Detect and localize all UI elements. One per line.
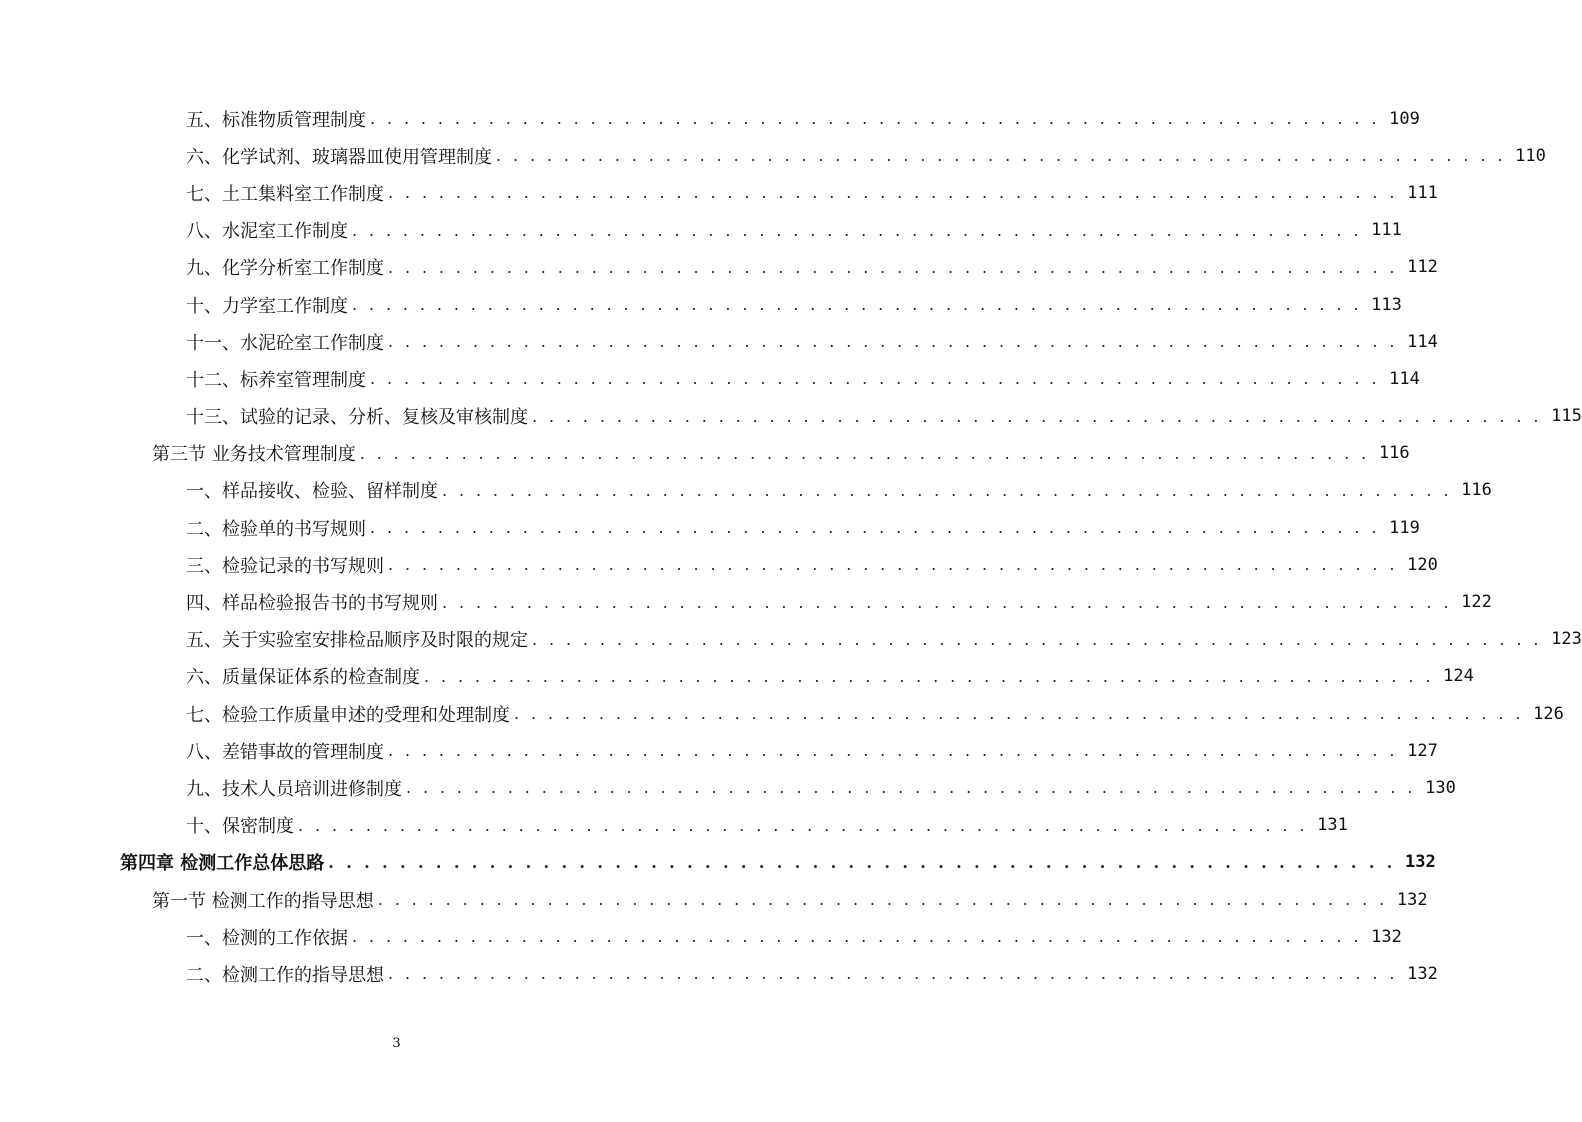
toc-entry-item[interactable]	[0, 137, 1546, 174]
toc-entry-item[interactable]	[0, 249, 1438, 286]
toc-leader-dots: . . . . . . . . . . . . . . . . . . . . . . . . . . . . . . . . . . . . . . . . . . . . . . . . . . . . . . . . . . . .	[388, 332, 1398, 352]
toc-entry-title: 第四章 检测工作总体思路	[120, 849, 328, 875]
toc-entry-page-number: 120	[1407, 554, 1438, 575]
toc-entry-page-number: 115	[1551, 406, 1582, 427]
toc-entry-title: 十、保密制度	[186, 812, 298, 838]
toc-entry-item[interactable]	[0, 323, 1438, 360]
toc-entry-page-number: 116	[1461, 480, 1492, 501]
toc-entry-item[interactable]	[0, 658, 1474, 695]
toc-entry-page-number: 131	[1317, 815, 1348, 836]
page-number: 3	[392, 1036, 401, 1051]
toc-entry-item[interactable]	[0, 807, 1348, 844]
toc-entry-page-number: 132	[1407, 963, 1438, 984]
toc-leader-dots: . . . . . . . . . . . . . . . . . . . . . . . . . . . . . . . . . . . . . . . . . . . . . . . . . . . . . . . . . . . .	[442, 480, 1452, 500]
toc-entry-item[interactable]	[0, 955, 1438, 992]
toc-leader-dots: . . . . . . . . . . . . . . . . . . . . . . . . . . . . . . . . . . . . . . . . . . . . . . . . . . . . . . . . . . . .	[388, 964, 1398, 984]
toc-entry-item[interactable]	[0, 100, 1420, 137]
toc-entry-title: 二、检测工作的指导思想	[186, 961, 388, 987]
toc-entry-item[interactable]	[0, 918, 1402, 955]
toc-entry-page-number: 126	[1533, 703, 1564, 724]
toc-leader-dots: . . . . . . . . . . . . . . . . . . . . . . . . . . . . . . . . . . . . . . . . . . . . . . . . . . . . . . . . . . . .	[298, 815, 1308, 835]
toc-entry-title: 第一节 检测工作的指导思想	[152, 887, 378, 913]
toc-leader-dots: . . . . . . . . . . . . . . . . . . . . . . . . . . . . . . . . . . . . . . . . . . . . . . . . . . . . . . . . . . . .	[377, 890, 1388, 910]
toc-entry-title: 八、差错事故的管理制度	[186, 738, 388, 764]
toc-entry-page-number: 113	[1371, 294, 1402, 315]
toc-entry-page-number: 114	[1407, 331, 1438, 352]
toc-entry-item[interactable]	[0, 583, 1492, 620]
toc-entry-page-number: 124	[1443, 666, 1474, 687]
toc-entry-page-number: 109	[1389, 108, 1420, 129]
toc-entry-title: 七、检验工作质量申述的受理和处理制度	[186, 701, 514, 727]
toc-entry-page-number: 132	[1396, 889, 1428, 910]
toc-entry-title: 一、检测的工作依据	[186, 924, 352, 950]
toc-entry-title: 一、样品接收、检验、留样制度	[186, 477, 442, 503]
toc-leader-dots: . . . . . . . . . . . . . . . . . . . . . . . . . . . . . . . . . . . . . . . . . . . . . . . . . . . . . . . . . . . .	[388, 183, 1398, 203]
toc-leader-dots: . . . . . . . . . . . . . . . . . . . . . . . . . . . . . . . . . . . . . . . . . . . . . . . . . . . . . . . . . . . .	[352, 927, 1362, 947]
toc-entry-item[interactable]	[0, 174, 1438, 211]
toc-entry-title: 五、关于实验室安排检品顺序及时限的规定	[186, 626, 532, 652]
toc-entry-chapter[interactable]	[0, 844, 1436, 881]
toc-leader-dots: . . . . . . . . . . . . . . . . . . . . . . . . . . . . . . . . . . . . . . . . . . . . . . . . . . . . . . . . . . . .	[328, 852, 1396, 872]
toc-entry-item[interactable]	[0, 546, 1438, 583]
toc-leader-dots: . . . . . . . . . . . . . . . . . . . . . . . . . . . . . . . . . . . . . . . . . . . . . . . . . . . . . . . . . . . .	[406, 778, 1416, 798]
toc-entry-title: 八、水泥室工作制度	[186, 217, 352, 243]
toc-entry-item[interactable]	[0, 360, 1420, 397]
toc-entry-page-number: 111	[1407, 182, 1438, 203]
toc-entry-title: 六、质量保证体系的检查制度	[186, 663, 424, 689]
toc-entry-item[interactable]	[0, 286, 1402, 323]
toc-entry-page-number: 119	[1389, 517, 1420, 538]
toc-entry-item[interactable]	[0, 398, 1582, 435]
toc-entry-title: 十二、标养室管理制度	[186, 366, 370, 392]
toc-entry-title: 三、检验记录的书写规则	[186, 552, 388, 578]
toc-leader-dots: . . . . . . . . . . . . . . . . . . . . . . . . . . . . . . . . . . . . . . . . . . . . . . . . . . . . . . . . . . . .	[532, 629, 1542, 649]
toc-entry-title: 十一、水泥砼室工作制度	[186, 329, 388, 355]
toc-leader-dots: . . . . . . . . . . . . . . . . . . . . . . . . . . . . . . . . . . . . . . . . . . . . . . . . . . . . . . . . . . . .	[496, 146, 1506, 166]
table-of-contents	[0, 100, 1582, 993]
toc-leader-dots: . . . . . . . . . . . . . . . . . . . . . . . . . . . . . . . . . . . . . . . . . . . . . . . . . . . . . . . . . . . .	[370, 109, 1380, 129]
toc-entry-title: 九、技术人员培训进修制度	[186, 775, 406, 801]
toc-entry-section[interactable]	[0, 881, 1428, 918]
toc-entry-title: 五、标准物质管理制度	[186, 106, 370, 132]
toc-entry-page-number: 127	[1407, 740, 1438, 761]
toc-leader-dots: . . . . . . . . . . . . . . . . . . . . . . . . . . . . . . . . . . . . . . . . . . . . . . . . . . . . . . . . . . . .	[388, 555, 1398, 575]
toc-leader-dots: . . . . . . . . . . . . . . . . . . . . . . . . . . . . . . . . . . . . . . . . . . . . . . . . . . . . . . . . . . . .	[359, 443, 1370, 463]
toc-entry-title: 第三节 业务技术管理制度	[152, 440, 360, 466]
toc-entry-item[interactable]	[0, 509, 1420, 546]
toc-entry-page-number: 130	[1425, 777, 1456, 798]
toc-leader-dots: . . . . . . . . . . . . . . . . . . . . . . . . . . . . . . . . . . . . . . . . . . . . . . . . . . . . . . . . . . . .	[424, 666, 1434, 686]
toc-entry-page-number: 112	[1407, 257, 1438, 278]
toc-leader-dots: . . . . . . . . . . . . . . . . . . . . . . . . . . . . . . . . . . . . . . . . . . . . . . . . . . . . . . . . . . . .	[352, 220, 1362, 240]
toc-entry-title: 六、化学试剂、玻璃器皿使用管理制度	[186, 143, 496, 169]
toc-entry-title: 九、化学分析室工作制度	[186, 254, 388, 280]
toc-leader-dots: . . . . . . . . . . . . . . . . . . . . . . . . . . . . . . . . . . . . . . . . . . . . . . . . . . . . . . . . . . . .	[352, 295, 1362, 315]
toc-entry-page-number: 111	[1371, 220, 1402, 241]
toc-entry-page-number: 110	[1515, 145, 1546, 166]
toc-entry-page-number: 114	[1389, 368, 1420, 389]
toc-entry-title: 二、检验单的书写规则	[186, 515, 370, 541]
toc-leader-dots: . . . . . . . . . . . . . . . . . . . . . . . . . . . . . . . . . . . . . . . . . . . . . . . . . . . . . . . . . . . .	[370, 369, 1380, 389]
toc-entry-section[interactable]	[0, 435, 1410, 472]
toc-leader-dots: . . . . . . . . . . . . . . . . . . . . . . . . . . . . . . . . . . . . . . . . . . . . . . . . . . . . . . . . . . . .	[370, 518, 1380, 538]
toc-entry-item[interactable]	[0, 212, 1402, 249]
toc-entry-title: 七、土工集料室工作制度	[186, 180, 388, 206]
toc-entry-item[interactable]	[0, 621, 1582, 658]
toc-entry-page-number: 122	[1461, 592, 1492, 613]
toc-leader-dots: . . . . . . . . . . . . . . . . . . . . . . . . . . . . . . . . . . . . . . . . . . . . . . . . . . . . . . . . . . . .	[442, 592, 1452, 612]
toc-entry-page-number: 123	[1551, 629, 1582, 650]
toc-entry-item[interactable]	[0, 769, 1456, 806]
toc-entry-title: 四、样品检验报告书的书写规则	[186, 589, 442, 615]
toc-entry-page-number: 132	[1405, 852, 1436, 873]
toc-leader-dots: . . . . . . . . . . . . . . . . . . . . . . . . . . . . . . . . . . . . . . . . . . . . . . . . . . . . . . . . . . . .	[388, 257, 1398, 277]
toc-entry-item[interactable]	[0, 472, 1492, 509]
toc-leader-dots: . . . . . . . . . . . . . . . . . . . . . . . . . . . . . . . . . . . . . . . . . . . . . . . . . . . . . . . . . . . .	[388, 741, 1398, 761]
toc-leader-dots: . . . . . . . . . . . . . . . . . . . . . . . . . . . . . . . . . . . . . . . . . . . . . . . . . . . . . . . . . . . .	[532, 406, 1542, 426]
toc-entry-title: 十三、试验的记录、分析、复核及审核制度	[186, 403, 532, 429]
toc-entry-item[interactable]	[0, 732, 1438, 769]
toc-leader-dots: . . . . . . . . . . . . . . . . . . . . . . . . . . . . . . . . . . . . . . . . . . . . . . . . . . . . . . . . . . . .	[514, 704, 1524, 724]
toc-entry-item[interactable]	[0, 695, 1564, 732]
toc-entry-title: 十、力学室工作制度	[186, 292, 352, 318]
toc-entry-page-number: 116	[1378, 443, 1410, 464]
toc-entry-page-number: 132	[1371, 926, 1402, 947]
